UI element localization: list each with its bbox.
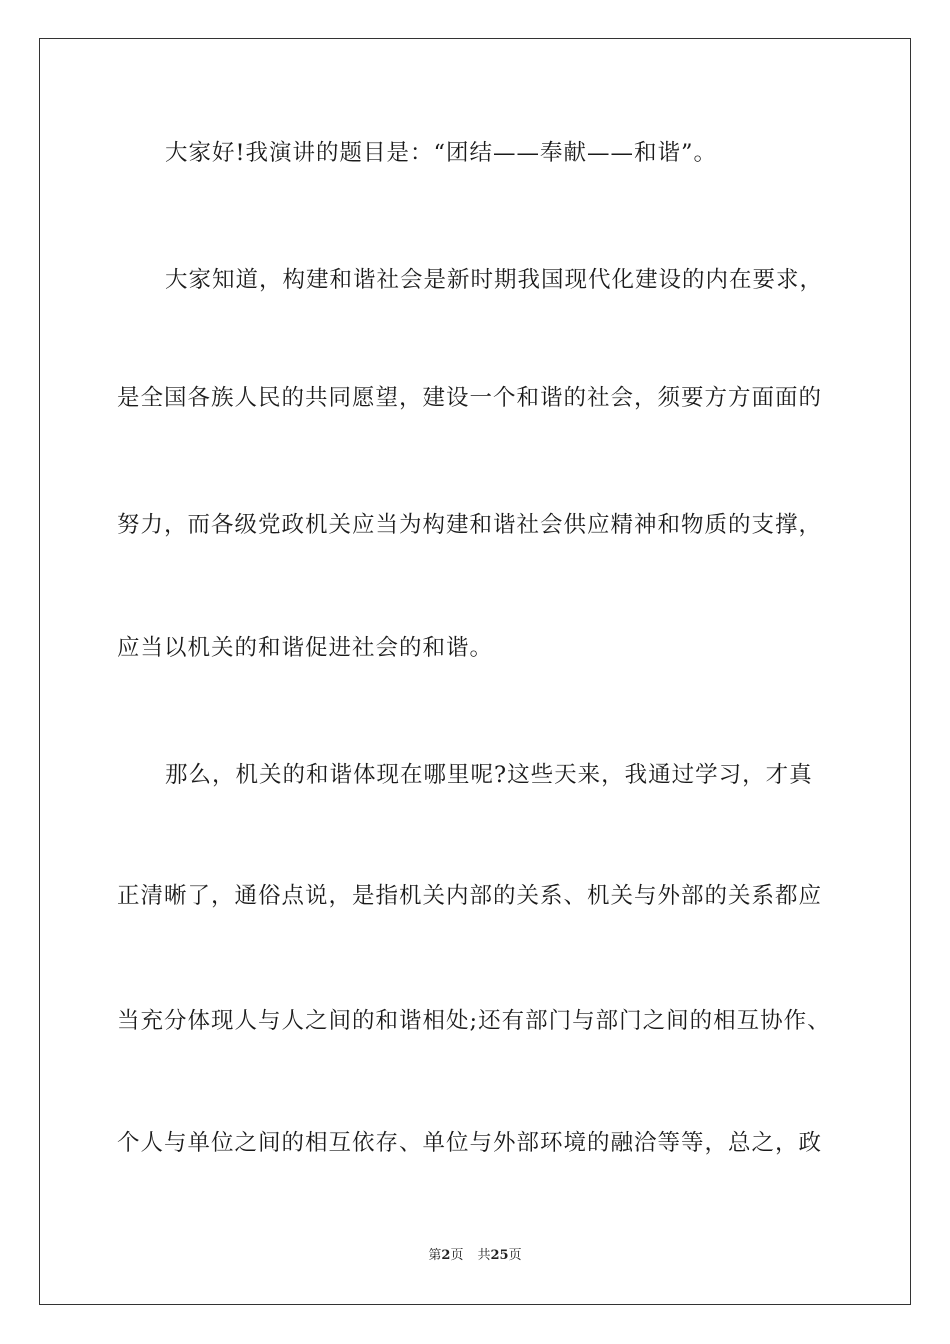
page-number: 2 — [441, 1248, 451, 1263]
total-pages: 25 — [490, 1248, 509, 1263]
page-footer — [0, 1247, 950, 1265]
paragraph-line-8: 当充分体现人与人之间的和谐相处;还有部门与部门之间的相互协作、 — [117, 1008, 831, 1034]
total-suffix: 页 — [508, 1248, 522, 1263]
paragraph-line-6: 那么，机关的和谐体现在哪里呢?这些天来，我通过学习，才真 — [165, 762, 813, 788]
page-suffix: 页 — [450, 1248, 464, 1263]
paragraph-line-4: 努力，而各级党政机关应当为构建和谐社会供应精神和物质的支撑， — [117, 512, 823, 538]
paragraph-line-9: 个人与单位之间的相互依存、单位与外部环境的融洽等等，总之，政 — [117, 1130, 823, 1156]
paragraph-line-5: 应当以机关的和谐促进社会的和谐。 — [117, 635, 494, 661]
paragraph-line-2: 大家知道，构建和谐社会是新时期我国现代化建设的内在要求， — [165, 267, 824, 293]
page-border — [39, 38, 911, 1305]
paragraph-line-1: 大家好!我演讲的题目是：“团结——奉献——和谐”。 — [165, 140, 718, 166]
paragraph-line-3: 是全国各族人民的共同愿望，建设一个和谐的社会，须要方方面面的 — [117, 385, 823, 411]
paragraph-line-7: 正清晰了，通俗点说，是指机关内部的关系、机关与外部的关系都应 — [117, 883, 823, 909]
total-prefix: 共 — [477, 1248, 491, 1263]
page-prefix: 第 — [428, 1248, 442, 1263]
